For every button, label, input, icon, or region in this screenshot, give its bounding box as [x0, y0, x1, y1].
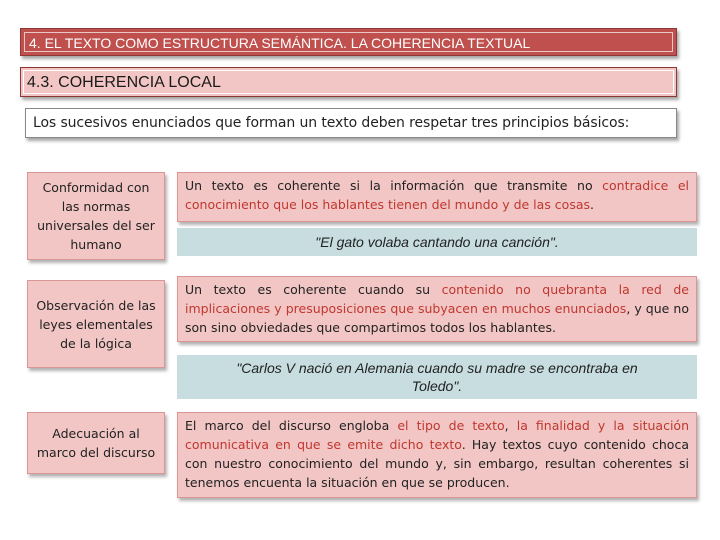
principle-label-discourse-frame: Adecuación al marco del discurso	[27, 412, 165, 474]
intro-statement: Los sucesivos enunciados que forman un texto deben respetar tres principios básicos:	[25, 108, 677, 138]
description-emphasis: la finalidad y la situación comunicativa en que se emite dicho texto	[185, 418, 690, 452]
description-emphasis: contradice el conocimiento que los hablantes tienen del mundo y de las cosas	[185, 178, 689, 212]
subsection-title: 4.3. COHERENCIA LOCAL	[23, 70, 674, 94]
description-text: Un texto es coherente cuando su	[185, 282, 442, 297]
description-text: , y que no son sino obviedades que compartimos todos los hablantes.	[185, 301, 689, 335]
principle-description-discourse-frame	[177, 412, 697, 498]
principle-description-logic	[177, 276, 697, 342]
section-title: 4. EL TEXTO COMO ESTRUCTURA SEMÁNTICA. LA COHERENCIA TEXTUAL	[24, 32, 673, 52]
description-text: . Hay textos cuyo contenido choca con nuestro conocimiento del mundo y, sin embargo, resultan coherentes si tenemos encuenta la situación en que se producen.	[185, 437, 689, 490]
description-emphasis: contenido no quebranta la red de implicaciones y presuposiciones que subyacen en muchos enunciados	[185, 282, 689, 316]
principle-label-logic: Observación de las leyes elementales de la lógica	[27, 280, 165, 368]
principle-label-conformity: Conformidad con las normas universales del ser humano	[27, 172, 165, 260]
subsection-header-bar	[20, 67, 677, 97]
principle-description-conformity	[177, 172, 697, 222]
description-emphasis: el tipo de texto	[397, 418, 505, 433]
description-text: Un texto es coherente si la información que transmite no	[185, 178, 603, 193]
example-box-logic: "Carlos V nació en Alemania cuando su madre se encontraba en Toledo".	[177, 355, 697, 399]
description-text: El marco del discurso engloba	[185, 418, 398, 433]
description-text: ,	[504, 418, 517, 433]
example-box-conformity: "El gato volaba cantando una canción".	[177, 228, 697, 256]
section-header-bar	[20, 28, 677, 56]
description-text: .	[590, 197, 594, 212]
